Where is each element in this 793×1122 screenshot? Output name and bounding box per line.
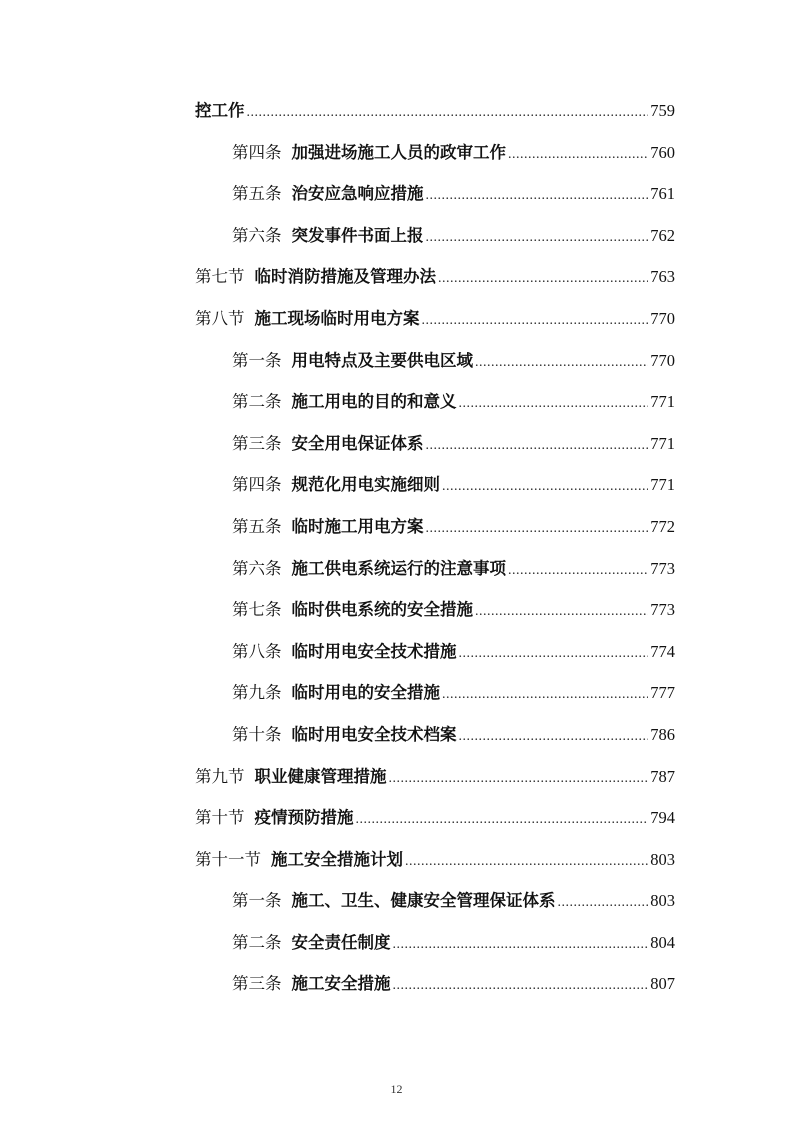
toc-entry[interactable] <box>195 173 675 215</box>
toc-entry[interactable] <box>195 922 675 964</box>
toc-dot-leader <box>426 425 649 467</box>
toc-entry[interactable] <box>195 464 675 506</box>
toc-entry-title: 临时消防措施及管理办法 <box>254 267 436 287</box>
toc-dot-leader <box>438 258 648 300</box>
toc-entry-title: 加强进场施工人员的政审工作 <box>291 142 506 162</box>
toc-dot-leader <box>475 342 648 384</box>
toc-entry-page: 794 <box>650 808 675 828</box>
toc-entry[interactable] <box>195 215 675 257</box>
toc-entry-title: 临时供电系统的安全措施 <box>291 600 473 620</box>
toc-entry-page: 803 <box>650 849 675 869</box>
toc-dot-leader <box>426 508 649 550</box>
toc-entry[interactable] <box>195 589 675 631</box>
toc-entry-number: 第十条 <box>232 724 282 744</box>
toc-entry-number: 第二条 <box>232 392 282 412</box>
toc-entry-page: 803 <box>650 891 675 911</box>
toc-entry[interactable] <box>195 132 675 174</box>
toc-entry[interactable] <box>195 797 675 839</box>
toc-entry-number: 第七节 <box>195 267 245 287</box>
toc-entry-title: 施工、卫生、健康安全管理保证体系 <box>291 891 556 911</box>
toc-entry-page: 771 <box>650 392 675 412</box>
toc-entry-title: 临时用电的安全措施 <box>291 683 440 703</box>
toc-entry[interactable] <box>195 672 675 714</box>
toc-entry-page: 774 <box>650 641 675 661</box>
toc-entry-title: 规范化用电实施细则 <box>291 475 440 495</box>
toc-entry-page: 807 <box>650 974 675 994</box>
toc-entry-page: 787 <box>650 766 675 786</box>
toc-entry-number: 第八条 <box>232 641 282 661</box>
toc-entry-number: 第五条 <box>232 516 282 536</box>
toc-entry-title: 临时用电安全技术档案 <box>291 724 457 744</box>
toc-entry[interactable] <box>195 548 675 590</box>
toc-entry-number: 第四条 <box>232 142 282 162</box>
toc-dot-leader <box>426 175 649 217</box>
toc-entry-page: 773 <box>650 558 675 578</box>
toc-entry-title: 疫情预防措施 <box>254 808 354 828</box>
toc-entry-page: 760 <box>650 142 675 162</box>
toc-dot-leader <box>393 965 649 1007</box>
toc-entry-page: 773 <box>650 600 675 620</box>
toc-entry-number: 第三条 <box>232 433 282 453</box>
table-of-contents <box>195 90 675 1005</box>
toc-entry-title: 临时用电安全技术措施 <box>291 641 457 661</box>
toc-entry-title: 用电特点及主要供电区域 <box>291 350 473 370</box>
toc-entry-number: 第十一节 <box>195 849 261 869</box>
toc-entry-number: 第一条 <box>232 350 282 370</box>
toc-entry[interactable] <box>195 756 675 798</box>
toc-entry-page: 759 <box>650 101 675 120</box>
toc-entry-number: 第九节 <box>195 766 245 786</box>
page-number: 12 <box>390 1082 403 1096</box>
toc-dot-leader <box>393 924 649 966</box>
toc-entry[interactable] <box>195 506 675 548</box>
toc-entry-page: 762 <box>650 225 675 245</box>
toc-entry[interactable] <box>195 423 675 465</box>
toc-dot-leader <box>558 882 649 924</box>
toc-entry-title: 职业健康管理措施 <box>254 766 387 786</box>
toc-entry-number: 第九条 <box>232 683 282 703</box>
toc-entry-title: 施工用电的目的和意义 <box>291 392 457 412</box>
toc-entry-number: 第八节 <box>195 308 245 328</box>
toc-entry-page: 770 <box>650 308 675 328</box>
toc-entry-page: 771 <box>650 433 675 453</box>
toc-entry-title: 控工作 <box>195 101 245 120</box>
toc-dot-leader <box>247 92 649 134</box>
toc-dot-leader <box>459 383 649 425</box>
toc-dot-leader <box>459 633 649 675</box>
toc-entry-title: 施工现场临时用电方案 <box>254 308 420 328</box>
toc-entry-page: 770 <box>650 350 675 370</box>
toc-entry-page: 763 <box>650 267 675 287</box>
toc-entry-page: 786 <box>650 724 675 744</box>
toc-dot-leader <box>389 758 649 800</box>
toc-entry-page: 804 <box>650 932 675 952</box>
toc-entry-title: 施工安全措施 <box>291 974 391 994</box>
toc-entry-title: 施工安全措施计划 <box>271 849 403 869</box>
toc-entry[interactable] <box>195 839 675 881</box>
toc-dot-leader <box>442 466 648 508</box>
toc-entry-number: 第三条 <box>232 974 282 994</box>
toc-entry-page: 761 <box>650 184 675 204</box>
toc-entry-title: 临时施工用电方案 <box>291 516 424 536</box>
toc-entry-number: 第十节 <box>195 808 245 828</box>
toc-entry-number: 第五条 <box>232 184 282 204</box>
toc-entry[interactable] <box>195 340 675 382</box>
toc-entry-page: 777 <box>650 683 675 703</box>
toc-entry-title: 安全用电保证体系 <box>291 433 424 453</box>
toc-entry[interactable] <box>195 90 675 132</box>
toc-entry-page: 772 <box>650 516 675 536</box>
toc-dot-leader <box>426 217 649 259</box>
toc-entry[interactable] <box>195 631 675 673</box>
toc-entry[interactable] <box>195 880 675 922</box>
toc-entry-number: 第四条 <box>232 475 282 495</box>
toc-dot-leader <box>508 134 648 176</box>
toc-entry-number: 第六条 <box>232 225 282 245</box>
toc-dot-leader <box>442 674 648 716</box>
toc-entry-title: 施工供电系统运行的注意事项 <box>291 558 506 578</box>
toc-entry-number: 第六条 <box>232 558 282 578</box>
toc-entry-number: 第一条 <box>232 891 282 911</box>
toc-entry[interactable] <box>195 298 675 340</box>
toc-dot-leader <box>422 300 649 342</box>
toc-entry[interactable] <box>195 256 675 298</box>
toc-entry-title: 安全责任制度 <box>291 932 391 952</box>
toc-entry-title: 突发事件书面上报 <box>291 225 424 245</box>
toc-dot-leader <box>459 716 649 758</box>
toc-entry-number: 第二条 <box>232 932 282 952</box>
toc-entry[interactable] <box>195 381 675 423</box>
toc-entry[interactable] <box>195 963 675 1005</box>
toc-dot-leader <box>405 841 648 883</box>
toc-entry-title: 治安应急响应措施 <box>291 184 424 204</box>
toc-dot-leader <box>356 799 649 841</box>
toc-dot-leader <box>508 550 648 592</box>
toc-entry[interactable] <box>195 714 675 756</box>
toc-entry-number: 第七条 <box>232 600 282 620</box>
toc-dot-leader <box>475 591 648 633</box>
toc-entry-page: 771 <box>650 475 675 495</box>
